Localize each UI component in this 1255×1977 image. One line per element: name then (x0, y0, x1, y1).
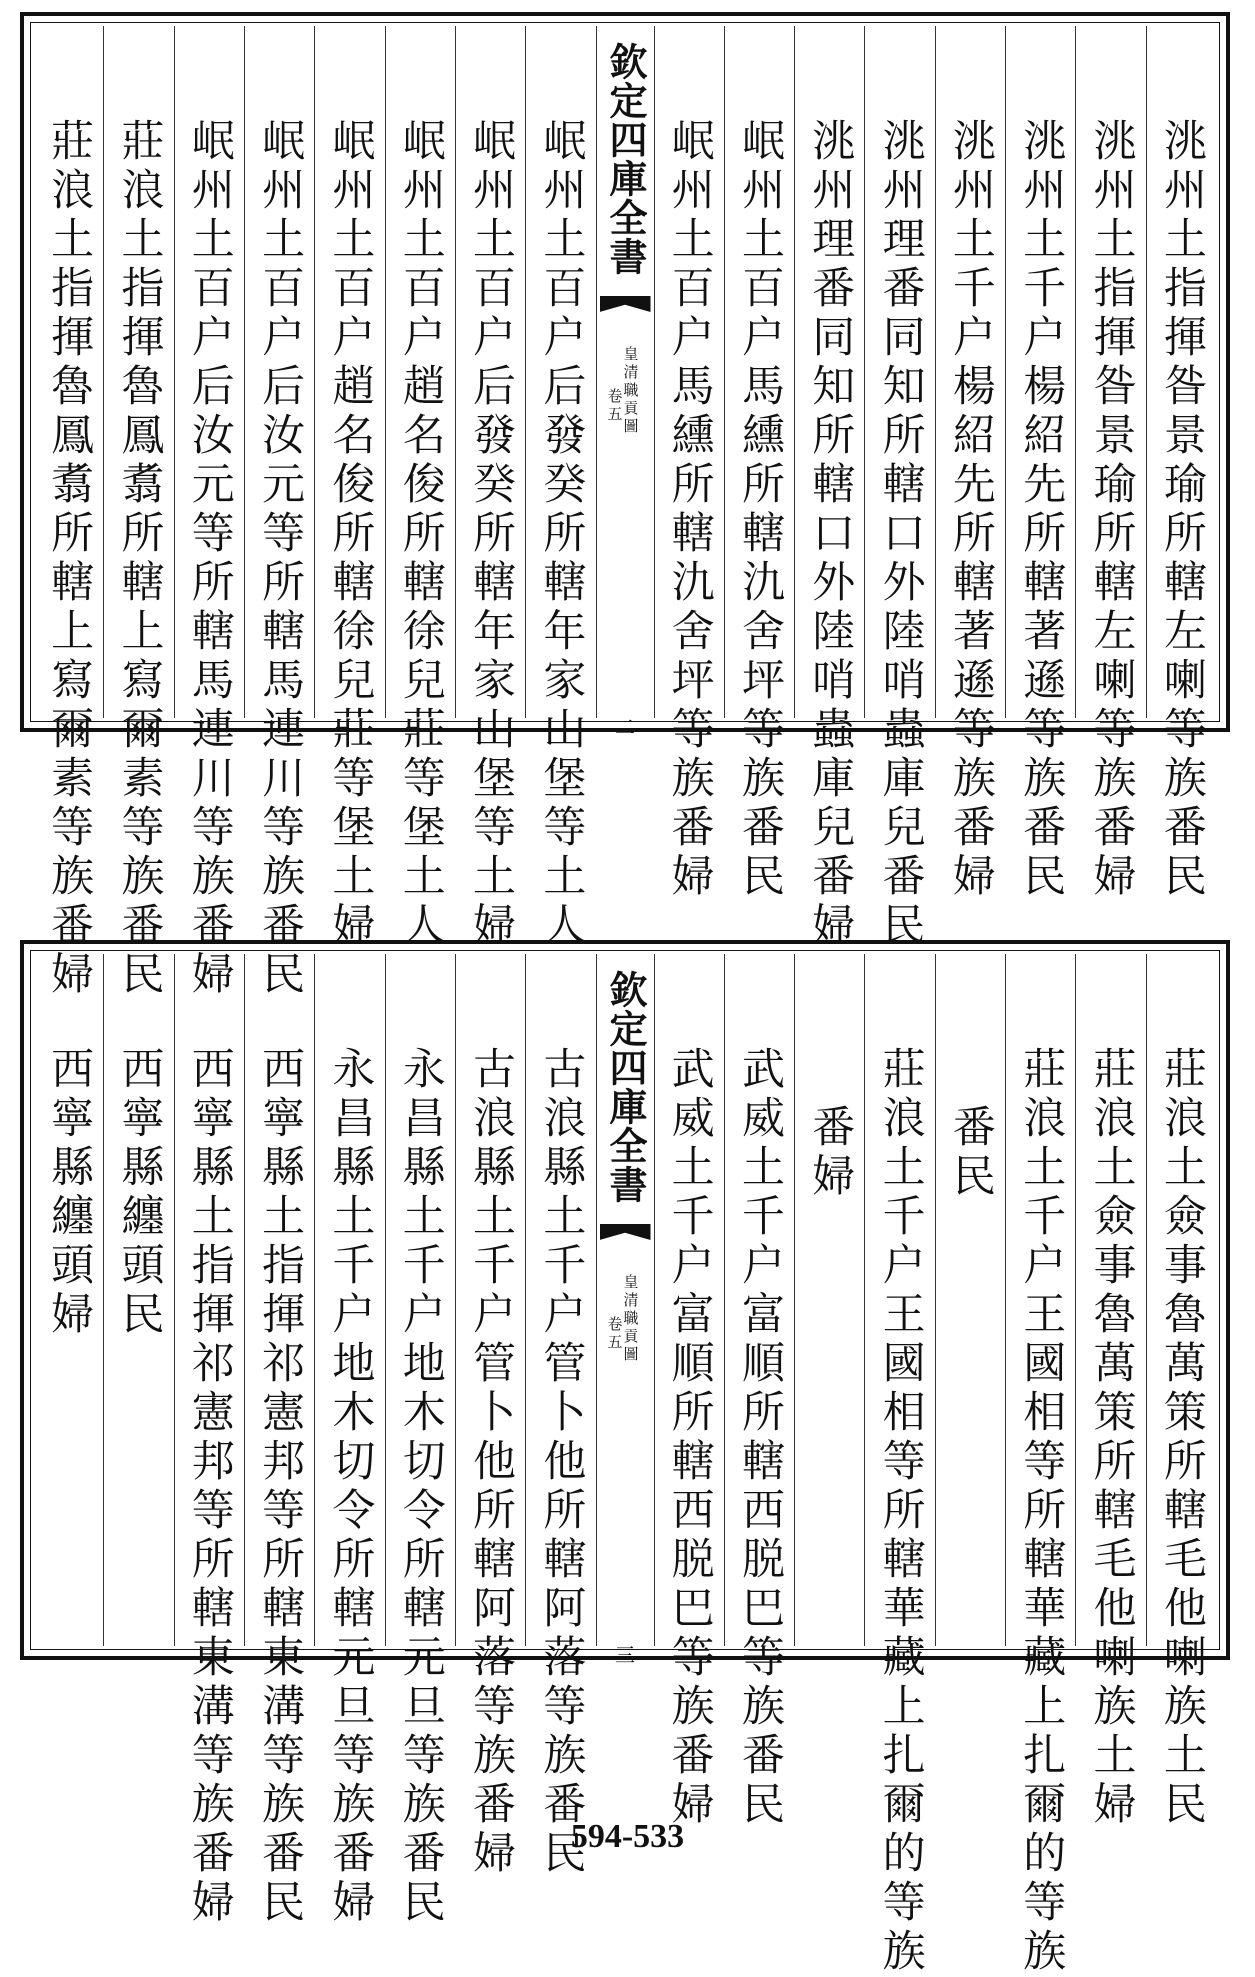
column (1005, 954, 1075, 1977)
center-title: 欽定四庫全書 (603, 42, 648, 276)
fish-tail-mark (600, 296, 651, 312)
column-text: 西寧縣纏頭婦 (44, 1046, 95, 1340)
column (1075, 26, 1145, 902)
column (724, 954, 794, 1830)
page-number: 三 (615, 1643, 635, 1667)
column (935, 26, 1005, 902)
column-text: 岷州土百户后發癸所轄年家山堡等土婦 (466, 118, 517, 951)
column-text: 莊浪土指揮魯鳳翥所轄上寫爾素等族番民 (114, 118, 165, 1000)
column (174, 26, 244, 1000)
column (1146, 26, 1216, 902)
fish-tail-mark (600, 1224, 651, 1240)
column (174, 954, 244, 1928)
column-text: 番婦 (805, 1104, 856, 1202)
column (724, 26, 794, 902)
column (385, 26, 455, 951)
column-text: 莊浪土千户王國相等所轄華藏上扎爾的等族 (1016, 1046, 1067, 1977)
column (525, 26, 595, 951)
column-text: 洮州土指揮昝景瑜所轄左喇等族番婦 (1086, 118, 1137, 902)
center-margin (596, 954, 654, 1667)
column (794, 26, 864, 951)
column-text: 莊浪土指揮魯鳳翥所轄上寫爾素等族番婦 (44, 118, 95, 1000)
column (455, 26, 525, 951)
column (244, 954, 314, 1928)
column (244, 26, 314, 1000)
column-text: 西寧縣土指揮祁憲邦等所轄東溝等族番婦 (184, 1046, 235, 1928)
top-columns (34, 26, 1216, 1000)
column-text: 永昌縣土千户地木切令所轄元旦等族番婦 (325, 1046, 376, 1928)
column-text: 古浪縣土千户管卜他所轄阿落等族番婦 (466, 1046, 517, 1879)
column (314, 954, 384, 1928)
book-title: 皇清職貢圖 (621, 346, 640, 436)
column (1075, 954, 1145, 1830)
juan-label: 卷五 (605, 388, 624, 424)
column-text: 古浪縣土千户管卜他所轄阿落等族番民 (536, 1046, 587, 1879)
column (864, 26, 934, 951)
column-text: 莊浪土僉事魯萬策所轄毛他喇族土民 (1156, 1046, 1207, 1830)
column-text: 西寧縣纏頭民 (114, 1046, 165, 1340)
page-number: 二 (615, 715, 635, 739)
juan-label: 卷五 (605, 1316, 624, 1352)
column-text: 武威土千户富順所轄西脱巴等族番婦 (664, 1046, 715, 1830)
column-text: 莊浪土僉事魯萬策所轄毛他喇族土婦 (1086, 1046, 1137, 1830)
column (455, 954, 525, 1879)
column-text: 岷州土百户后汝元等所轄馬連川等族番民 (255, 118, 306, 1000)
column-text: 岷州土百户趙名俊所轄徐兒莊等堡土婦 (325, 118, 376, 951)
column-text: 岷州土百户后發癸所轄年家山堡等土人 (536, 118, 587, 951)
column (34, 26, 103, 1000)
column-text: 洮州理番同知所轄口外陸哨蟲庫兒番婦 (805, 118, 856, 951)
column (935, 954, 1005, 1646)
column (103, 26, 173, 1000)
column-text: 洮州理番同知所轄口外陸哨蟲庫兒番民 (875, 118, 926, 951)
column-text: 岷州土百户馬纁所轄氿舍坪等族番婦 (664, 118, 715, 902)
column-text: 洮州土指揮昝景瑜所轄左喇等族番民 (1156, 118, 1207, 902)
column (314, 26, 384, 951)
column (654, 954, 724, 1830)
column-text: 岷州土百户趙名俊所轄徐兒莊等堡土人 (395, 118, 446, 951)
column (525, 954, 595, 1879)
column-text: 岷州土百户馬纁所轄氿舍坪等族番民 (734, 118, 785, 902)
column-text: 武威土千户富順所轄西脱巴等族番民 (734, 1046, 785, 1830)
center-title: 欽定四庫全書 (603, 970, 648, 1204)
column (654, 26, 724, 902)
column-text: 洮州土千户楊紹先所轄著遜等族番民 (1016, 118, 1067, 902)
column (1005, 26, 1075, 902)
column-text: 西寧縣土指揮祁憲邦等所轄東溝等族番民 (255, 1046, 306, 1928)
center-margin (596, 26, 654, 739)
column (794, 954, 864, 1646)
column-text: 洮州土千户楊紹先所轄著遜等族番婦 (945, 118, 996, 902)
column (385, 954, 455, 1928)
column-text: 岷州土百户后汝元等所轄馬連川等族番婦 (184, 118, 235, 1000)
column (34, 954, 103, 1646)
top-page (20, 12, 1230, 1000)
column (1146, 954, 1216, 1830)
footer-code: 594-533 (570, 1818, 685, 1855)
book-title: 皇清職貢圖 (621, 1274, 640, 1364)
column (103, 954, 173, 1646)
column-text: 莊浪土千户王國相等所轄華藏上扎爾的等族 (875, 1046, 926, 1977)
column-text: 番民 (945, 1104, 996, 1202)
column-text: 永昌縣土千户地木切令所轄元旦等族番民 (395, 1046, 446, 1928)
column (864, 954, 934, 1977)
